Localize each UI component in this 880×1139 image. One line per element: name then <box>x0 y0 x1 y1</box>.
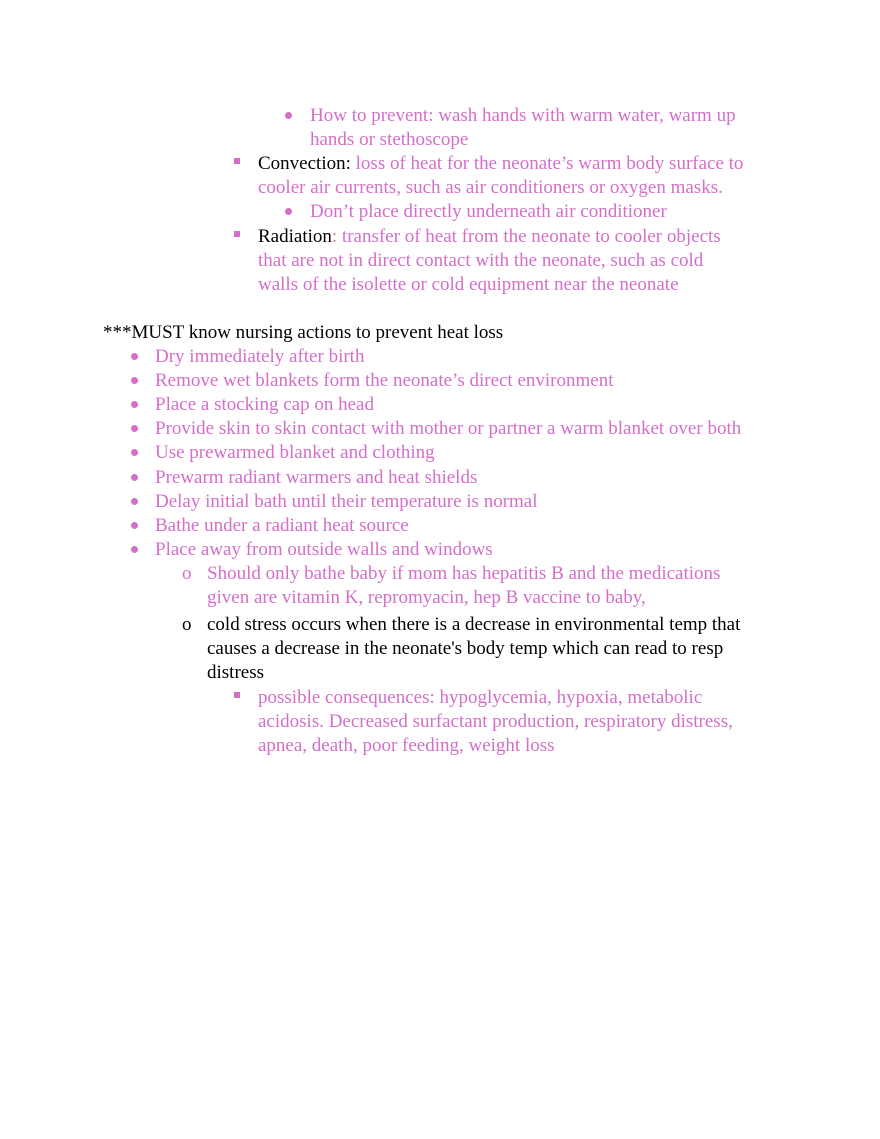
bullet-dot-icon <box>131 522 138 529</box>
consequences-line-1: possible consequences: hypoglycemia, hypoxia, metabolic <box>258 687 703 708</box>
bullet-square-icon <box>234 692 240 698</box>
bullet-dot-icon <box>131 425 138 432</box>
radiation-line-1 <box>258 225 721 249</box>
bullet-dot-icon <box>131 353 138 360</box>
bullet-dot-icon <box>285 208 292 215</box>
action-item: Bathe under a radiant heat source <box>155 515 409 536</box>
action-item: Place a stocking cap on head <box>155 394 374 415</box>
prevent-line-2: hands or stethoscope <box>310 129 469 150</box>
bullet-dot-icon <box>131 498 138 505</box>
bullet-dot-icon <box>131 546 138 553</box>
action-item: Dry immediately after birth <box>155 346 365 367</box>
convection-line-2: cooler air currents, such as air conditioners or oxygen masks. <box>258 177 723 198</box>
cold-stress-line-2: causes a decrease in the neonate's body temp which can read to resp <box>207 638 724 659</box>
bullet-dot-icon <box>131 377 138 384</box>
cold-stress-line-1: cold stress occurs when there is a decrease in environmental temp that <box>207 614 741 635</box>
radiation-line-2: that are not in direct contact with the neonate, such as cold <box>258 250 704 271</box>
bullet-circle-icon: o <box>182 563 192 584</box>
bullet-circle-icon: o <box>182 614 192 635</box>
action-item: Prewarm radiant warmers and heat shields <box>155 467 478 488</box>
action-item: Place away from outside walls and windows <box>155 539 493 560</box>
action-item: Provide skin to skin contact with mother or partner a warm blanket over both <box>155 418 742 439</box>
consequences-line-3: apnea, death, poor feeding, weight loss <box>258 735 555 756</box>
cold-stress-line-3: distress <box>207 662 264 683</box>
bullet-dot-icon <box>131 449 138 456</box>
bullet-dot-icon <box>131 474 138 481</box>
section-heading: ***MUST know nursing actions to prevent heat loss <box>103 322 504 343</box>
action-item: Remove wet blankets form the neonate’s direct environment <box>155 370 614 391</box>
bullet-dot-icon <box>131 401 138 408</box>
radiation-text: : transfer of heat from the neonate to cooler objects <box>331 226 721 247</box>
bathe-note-line-1: Should only bathe baby if mom has hepatitis B and the medications <box>207 563 721 584</box>
convection-line-1 <box>258 152 743 176</box>
convection-sub: Don’t place directly underneath air conditioner <box>310 201 667 222</box>
bullet-dot-icon <box>285 112 292 119</box>
bathe-note-line-2: given are vitamin K, repromyacin, hep B vaccine to baby, <box>207 587 646 608</box>
radiation-line-3: walls of the isolette or cold equipment near the neonate <box>258 274 679 295</box>
convection-label: Convection: <box>258 153 351 174</box>
radiation-label: Radiation <box>258 226 332 247</box>
action-item: Delay initial bath until their temperature is normal <box>155 491 538 512</box>
convection-text: loss of heat for the neonate’s warm body surface to <box>350 153 744 174</box>
bullet-square-icon <box>234 231 240 237</box>
prevent-line-1: How to prevent: wash hands with warm water, warm up <box>310 105 736 126</box>
consequences-line-2: acidosis. Decreased surfactant production, respiratory distress, <box>258 711 733 732</box>
action-item: Use prewarmed blanket and clothing <box>155 442 435 463</box>
bullet-square-icon <box>234 158 240 164</box>
